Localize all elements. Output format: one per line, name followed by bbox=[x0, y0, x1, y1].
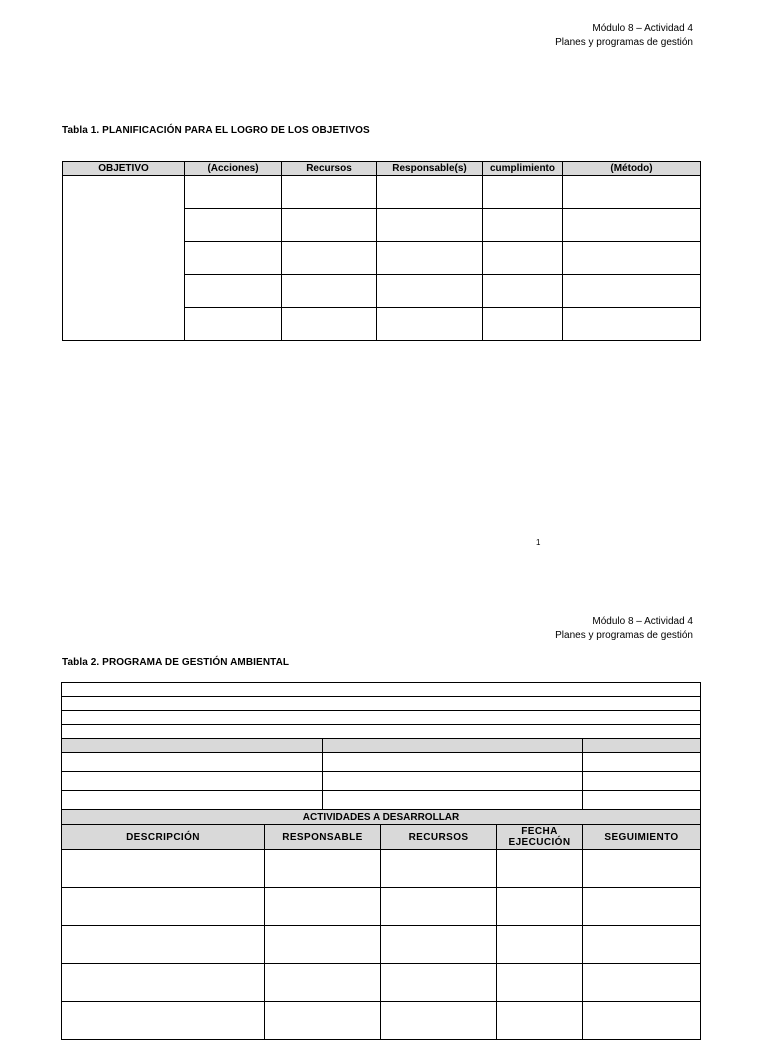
column-header: RESPONSABLE bbox=[265, 825, 381, 850]
table-cell[interactable] bbox=[377, 242, 483, 275]
table-cell[interactable] bbox=[62, 791, 323, 810]
table-cell[interactable] bbox=[583, 964, 701, 1002]
table-header-row bbox=[63, 162, 701, 176]
table-cell[interactable] bbox=[282, 275, 377, 308]
table-cell[interactable] bbox=[583, 850, 701, 888]
table-cell[interactable] bbox=[62, 1002, 265, 1040]
section-header: ACTIVIDADES A DESARROLLAR bbox=[62, 810, 701, 825]
table-cell[interactable] bbox=[381, 1002, 497, 1040]
table-cell[interactable] bbox=[62, 926, 265, 964]
table-cell[interactable] bbox=[265, 850, 381, 888]
table-cell[interactable] bbox=[323, 772, 583, 791]
table-cell[interactable] bbox=[483, 275, 563, 308]
table-cell[interactable] bbox=[185, 242, 282, 275]
table-row bbox=[62, 850, 701, 888]
header-line-1: Módulo 8 – Actividad 4 bbox=[592, 23, 693, 34]
environmental-program-table bbox=[61, 682, 701, 1040]
table-cell bbox=[323, 739, 583, 753]
table-1-title: Tabla 1. PLANIFICACIÓN PARA EL LOGRO DE LOS OBJETIVOS bbox=[62, 125, 370, 136]
table-cell bbox=[583, 739, 701, 753]
table-cell[interactable] bbox=[583, 753, 701, 772]
table-2-title: Tabla 2. PROGRAMA DE GESTIÓN AMBIENTAL bbox=[62, 657, 290, 668]
table-cell[interactable] bbox=[497, 1002, 583, 1040]
table-cell[interactable] bbox=[377, 209, 483, 242]
header-line-2: Planes y programas de gestión bbox=[555, 630, 693, 641]
column-header: OBJETIVO bbox=[63, 162, 185, 176]
table-cell[interactable] bbox=[563, 209, 701, 242]
table-cell[interactable] bbox=[563, 308, 701, 341]
page-header bbox=[555, 615, 693, 643]
table-cell[interactable] bbox=[381, 964, 497, 1002]
table-header-row bbox=[62, 825, 701, 850]
table-cell[interactable] bbox=[282, 209, 377, 242]
table-cell[interactable] bbox=[381, 888, 497, 926]
table-cell[interactable] bbox=[497, 926, 583, 964]
header-line-1: Módulo 8 – Actividad 4 bbox=[592, 616, 693, 627]
table-cell[interactable] bbox=[381, 926, 497, 964]
table-cell[interactable] bbox=[583, 926, 701, 964]
table-cell[interactable] bbox=[497, 888, 583, 926]
table-cell[interactable] bbox=[483, 242, 563, 275]
table-cell[interactable] bbox=[563, 176, 701, 209]
table-cell[interactable] bbox=[563, 275, 701, 308]
column-header: (Método) bbox=[563, 162, 701, 176]
table-cell[interactable] bbox=[497, 850, 583, 888]
column-header: cumplimiento bbox=[483, 162, 563, 176]
table-cell[interactable] bbox=[583, 888, 701, 926]
table-cell[interactable] bbox=[62, 850, 265, 888]
table-cell[interactable] bbox=[282, 242, 377, 275]
table-cell[interactable] bbox=[62, 683, 701, 697]
header-line-2: Planes y programas de gestión bbox=[555, 37, 693, 48]
table-cell[interactable] bbox=[265, 888, 381, 926]
column-header: Responsable(s) bbox=[377, 162, 483, 176]
table-cell[interactable] bbox=[323, 753, 583, 772]
table-cell[interactable] bbox=[62, 697, 701, 711]
table-cell[interactable] bbox=[62, 753, 323, 772]
table-cell[interactable] bbox=[583, 772, 701, 791]
table-cell[interactable] bbox=[377, 176, 483, 209]
table-row bbox=[63, 176, 701, 209]
planning-table bbox=[62, 161, 701, 341]
table-cell[interactable] bbox=[185, 176, 282, 209]
table-row bbox=[62, 1002, 701, 1040]
table-row bbox=[62, 926, 701, 964]
table-cell[interactable] bbox=[483, 308, 563, 341]
table-cell[interactable] bbox=[62, 725, 701, 739]
table-cell[interactable] bbox=[265, 964, 381, 1002]
table-cell[interactable] bbox=[265, 926, 381, 964]
column-header: FECHA EJECUCIÓN bbox=[497, 825, 583, 850]
page-header bbox=[555, 22, 693, 50]
table-cell[interactable] bbox=[185, 308, 282, 341]
column-header: SEGUIMIENTO bbox=[583, 825, 701, 850]
table-row bbox=[62, 888, 701, 926]
table-cell[interactable] bbox=[563, 242, 701, 275]
table-cell[interactable] bbox=[282, 176, 377, 209]
column-header: (Acciones) bbox=[185, 162, 282, 176]
table-cell[interactable] bbox=[377, 275, 483, 308]
column-header: DESCRIPCIÓN bbox=[62, 825, 265, 850]
page-number: 1 bbox=[536, 538, 541, 547]
table-cell[interactable] bbox=[497, 964, 583, 1002]
table-cell[interactable] bbox=[265, 1002, 381, 1040]
objective-cell[interactable] bbox=[63, 176, 185, 341]
table-row bbox=[62, 964, 701, 1002]
table-cell[interactable] bbox=[62, 888, 265, 926]
table-cell[interactable] bbox=[483, 176, 563, 209]
table-cell[interactable] bbox=[62, 964, 265, 1002]
table-cell[interactable] bbox=[62, 711, 701, 725]
table-cell[interactable] bbox=[185, 275, 282, 308]
table-cell[interactable] bbox=[377, 308, 483, 341]
table-cell[interactable] bbox=[62, 772, 323, 791]
table-cell[interactable] bbox=[583, 1002, 701, 1040]
table-cell[interactable] bbox=[381, 850, 497, 888]
column-header: RECURSOS bbox=[381, 825, 497, 850]
table-cell[interactable] bbox=[282, 308, 377, 341]
column-header: Recursos bbox=[282, 162, 377, 176]
table-cell[interactable] bbox=[185, 209, 282, 242]
table-cell bbox=[62, 739, 323, 753]
table-cell[interactable] bbox=[483, 209, 563, 242]
table-cell[interactable] bbox=[583, 791, 701, 810]
table-cell[interactable] bbox=[323, 791, 583, 810]
